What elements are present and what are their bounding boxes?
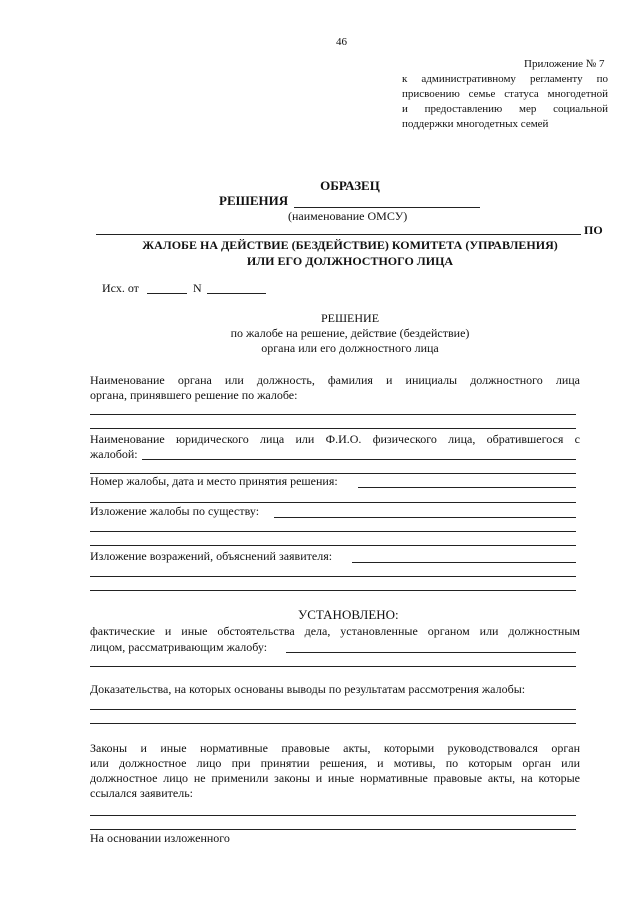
outgoing-number-blank	[207, 293, 266, 294]
facts-blank	[90, 666, 576, 667]
laws-label-cont: должностное лицо не применили законы и иные нормативные правовые акты, на которые	[90, 771, 580, 785]
laws-label-cont: ссылался заявитель:	[90, 786, 194, 800]
laws-blank	[90, 815, 576, 816]
objections-label: Изложение возражений, объяснений заявителя:	[90, 549, 333, 563]
established-title: УСТАНОВЛЕНО:	[298, 607, 399, 622]
applicant-blank	[142, 459, 576, 460]
laws-label: Законы и иные нормативные правовые акты, которыми руководствовался орган	[90, 741, 580, 755]
complaint-essence-blank	[274, 517, 576, 518]
complaint-essence-label: Изложение жалобы по существу:	[90, 504, 260, 518]
complaint-number-label: Номер жалобы, дата и место принятия решения:	[90, 474, 338, 488]
complaint-essence-blank	[90, 531, 576, 532]
complaint-number-blank	[358, 487, 576, 488]
po-label: ПО	[584, 223, 603, 237]
basis-text: На основании изложенного	[90, 831, 230, 845]
sample-title: ОБРАЗЕЦ	[320, 178, 380, 193]
laws-blank	[90, 829, 576, 830]
applicant-label: Наименование юридического лица или Ф.И.О. физического лица, обратившегося с	[90, 432, 580, 446]
omsu-caption: (наименование ОМСУ)	[288, 209, 408, 223]
evidence-blank	[90, 723, 576, 724]
complaint-blank	[96, 234, 581, 235]
applicant-label-cont: жалобой:	[90, 447, 138, 461]
organ-blank	[90, 414, 576, 415]
organ-label-cont: органа, принявшего решение по жалобе:	[90, 388, 298, 402]
outgoing-ref-label: Исх. от	[102, 281, 139, 295]
complaint-number-blank	[90, 502, 576, 503]
organ-label: Наименование органа или должность, фамилия и инициалы должностного лица	[90, 373, 580, 387]
outgoing-date-blank	[147, 293, 187, 294]
appendix-line: поддержки многодетных семей	[402, 118, 549, 130]
decision-subtitle-1: по жалобе на решение, действие (бездействие)	[230, 326, 470, 340]
page-number: 46	[336, 36, 347, 48]
appendix-line: и предоставлению мер социальной	[402, 103, 608, 115]
objections-blank	[90, 576, 576, 577]
appendix-line: к административному регламенту по	[402, 73, 608, 85]
evidence-label: Доказательства, на которых основаны выводы по результатам рассмотрения жалобы:	[90, 682, 526, 696]
facts-label: фактические и иные обстоятельства дела, установленные органом или должностным	[90, 624, 580, 638]
decision-title: РЕШЕНИЕ	[320, 311, 380, 325]
objections-blank	[352, 562, 576, 563]
evidence-blank	[90, 709, 576, 710]
facts-label-cont: лицом, рассматривающим жалобу:	[90, 640, 268, 654]
decision-label: РЕШЕНИЯ	[219, 193, 289, 208]
header-line-1: ЖАЛОБЕ НА ДЕЙСТВИЕ (БЕЗДЕЙСТВИЕ) КОМИТЕТА (УПРАВЛЕНИЯ)	[142, 238, 558, 252]
laws-label-cont: или должностное лицо при принятии решения, и мотивы, по которым орган или	[90, 756, 580, 770]
appendix-line: присвоению семье статуса многодетной	[402, 88, 608, 100]
appendix-title: Приложение № 7	[524, 58, 605, 70]
omsu-blank	[294, 207, 480, 208]
complaint-essence-blank	[90, 545, 576, 546]
facts-blank	[286, 652, 576, 653]
decision-subtitle-2: органа или его должностного лица	[261, 341, 439, 355]
outgoing-number-label: N	[193, 281, 202, 295]
header-line-2: ИЛИ ЕГО ДОЛЖНОСТНОГО ЛИЦА	[246, 254, 454, 268]
organ-blank	[90, 428, 576, 429]
objections-blank	[90, 590, 576, 591]
